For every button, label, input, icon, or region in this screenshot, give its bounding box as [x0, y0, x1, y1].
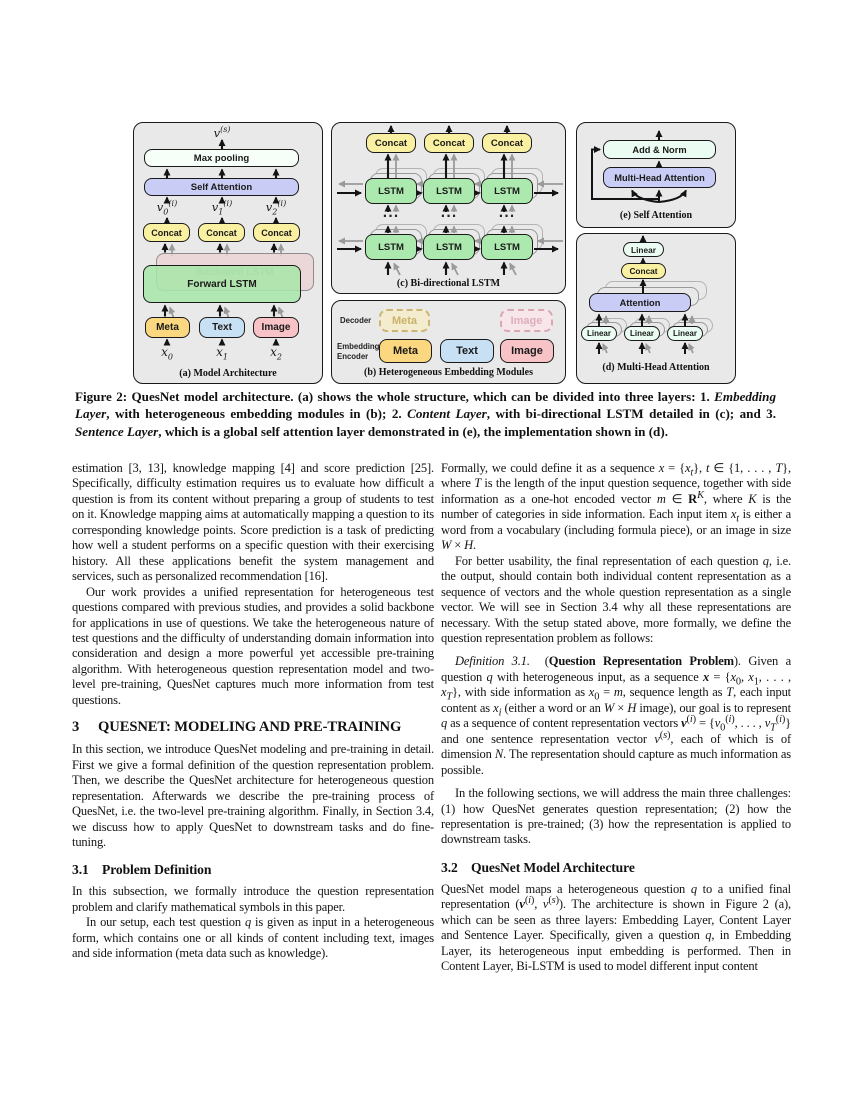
box-concat: Concat — [621, 263, 666, 279]
box-linear: Linear — [624, 326, 660, 341]
box-image-input: Image — [253, 317, 299, 338]
panel-c-caption: (c) Bi-directional LSTM — [396, 278, 501, 289]
subsection-title: Problem Definition — [102, 862, 212, 878]
panel-e-caption: (e) Self Attention — [619, 210, 693, 221]
box-linear: Linear — [623, 242, 664, 257]
paragraph: For better usability, the final representation of each question q, i.e. the output, should contain both individual content representation as a sequence of vectors and the whole question representation as a single vector. We will see in Section 3.4 why all these representations are necessary. With the setup stated above, more formally, we define the question representation problem as follows: — [441, 553, 792, 645]
panel-b-caption: (b) Heterogeneous Embedding Modules — [364, 367, 533, 378]
paragraph: Formally, we could define it as a sequence $x = \{x_t\}$, t ∈ {1, . . . , T}, where T is the length of the input question sequence, together with side information as a one-hot encoded vector m ∈ $R^K$, where K is the number of categories in side information. Each input item $x_t$ is either a word from a vocabulary (including formula piece), or an image in size W × H. — [441, 461, 792, 553]
section-heading-3 — [72, 719, 434, 736]
subsection-heading-3-2 — [441, 860, 791, 876]
box-lstm: LSTM — [481, 178, 533, 204]
panel-model-architecture — [133, 122, 323, 384]
box-concat: Concat — [198, 223, 245, 242]
label-x0: $x_0$ — [161, 345, 173, 362]
box-meta-encoder: Meta — [379, 339, 432, 363]
box-image-decoder: Image — [500, 309, 553, 332]
subsection-number: 3.2 — [441, 859, 458, 875]
section-number: 3 — [72, 719, 80, 736]
label-decoder: Decoder — [340, 316, 372, 325]
box-lstm: LSTM — [423, 178, 475, 204]
label-v1: $v_1^{(i)}$ — [211, 199, 233, 217]
figure-caption: Figure 2: QuesNet model architecture. (a) shows the whole structure, which can be divided into three layers: 1. Embedding Layer, with heterogeneous embedding modules in (b); 2. Content Layer, with bi-directional LSTM detailed in (c); and 3. Sentence Layer, which is a global self attention layer demonstrated in (e), the implementation shown in (d). — [75, 389, 776, 439]
paragraph: In the following sections, we will address the main three challenges: (1) how QuesNet generates question representation; (2) how the representation is pre-trained; (3) how the representation is applied to downstream tasks. — [441, 786, 791, 847]
definition-paragraph: Definition 3.1. (Question Representation Problem). Given a question q with heterogeneous input, as a sequence $x = \{x_0$, $x_1$, . . . , $x_T$}, with side information as $x_0 = m$, sequence length as T, each input content as $x_i$ (either a word or an W × H image), our goal is to represent q as a sequence of content representation vectors $v^{(i)} = \{v_0^{(i)}$, . . . , $v_T^{(i)}$} and one sentence representation vector $v^{(s)}$, each of which is of dimension N. The representation should capture as much information as possible. — [441, 654, 792, 777]
box-meta-input: Meta — [145, 317, 190, 338]
label-x1: $x_1$ — [216, 345, 228, 362]
box-image-encoder: Image — [500, 339, 554, 363]
paragraph: In this section, we introduce QuesNet modeling and pre-training in detail. First we give a formal definition of the question representation problem. Then, we describe the QuesNet architecture for heterogeneous question representation. Afterwards we describe the pre-training process of QuesNet, i.e. the two-level pre-training algorithm. Finally, in Section 3.4, we discuss how to apply QuesNet to downstream tasks and do fine-tuning. — [72, 742, 434, 849]
paragraph: QuesNet model maps a heterogeneous question q to a unified final representation ($v^{(i)}$, $v^{(s)}$). The architecture is shown in Figure 2 (a), which can be seen as three layers: Embedding Layer, Content Layer and Sentence Layer. Specifically, given a question q, in Embedding Layer, its heterogeneous input embedding is performed. Then in Content Layer, Bi-LSTM is used to model different input content — [441, 881, 791, 974]
label-v0: $v_0^{(i)}$ — [156, 199, 178, 217]
subsection-heading-3-1 — [72, 862, 434, 878]
box-lstm: LSTM — [365, 178, 417, 204]
box-forward-lstm: Forward LSTM — [143, 265, 301, 303]
panel-a-caption: (a) Model Architecture — [179, 368, 277, 379]
right-column — [441, 461, 791, 975]
ellipsis: ··· — [382, 209, 400, 223]
subsection-title: QuesNet Model Architecture — [471, 859, 635, 875]
box-concat: Concat — [482, 133, 532, 153]
paragraph: estimation [3, 13], knowledge mapping [4] and score prediction [25]. Specifically, difficulty estimation requires us to evaluate how difficult a question is from its content without preparing a group of students to test on it. Knowledge mapping aims at automatically mapping a question to its corresponding knowledge points. Score prediction is a task of predicting how well a student performs on a specific question with their exercising history. All these applications benefit the system management and services, such as personalized recommendation [16]. — [72, 461, 434, 584]
box-text-encoder: Text — [440, 339, 494, 363]
box-add-norm: Add & Norm — [603, 140, 716, 159]
box-linear: Linear — [581, 326, 617, 341]
panel-d-caption: (d) Multi-Head Attention — [602, 362, 710, 373]
paragraph: Our work provides a unified representation for heterogeneous test questions compared with previous studies, and provides a solid backbone for applications in use of questions. We take the heterogeneous nature of test questions and the difficulty of understanding domain information into consideration and design a more powerful yet accessible pre-training algorithm. With heterogeneous question representation model and two-level pre-training, QuesNet captures much more information from test questions. — [72, 584, 434, 707]
box-concat: Concat — [424, 133, 474, 153]
panel-multi-head-attention — [576, 233, 736, 384]
box-multi-head-attention: Multi-Head Attention — [603, 167, 716, 188]
panel-self-attention — [576, 122, 736, 228]
box-lstm: LSTM — [365, 234, 417, 260]
label-v-sentence: $v^{(s)}$ — [213, 125, 231, 140]
subsection-number: 3.1 — [72, 862, 89, 878]
left-column — [72, 461, 434, 962]
paragraph: In this subsection, we formally introduce the question representation problem and clarify mathematical symbols in this paper. — [72, 884, 434, 914]
box-concat: Concat — [253, 223, 300, 242]
ellipsis: ··· — [440, 209, 458, 223]
box-meta-decoder: Meta — [379, 309, 430, 332]
label-encoder-line2: Encoder — [337, 351, 369, 361]
label-x2: $x_2$ — [270, 345, 282, 362]
box-lstm: LSTM — [481, 234, 533, 260]
box-linear: Linear — [667, 326, 703, 341]
box-attention: Attention — [589, 293, 691, 312]
box-lstm: LSTM — [423, 234, 475, 260]
ellipsis: ··· — [498, 209, 516, 223]
box-concat: Concat — [143, 223, 190, 242]
panel-embedding-modules — [331, 300, 566, 384]
label-embedding-line1: Embedding — [337, 342, 380, 351]
panel-bidirectional-lstm — [331, 122, 566, 294]
label-embedding-encoder — [337, 342, 379, 361]
paragraph: In our setup, each test question q is given as input in a heterogeneous form, which contains one or all kinds of content including text, images and side information (meta data such as knowledge). — [72, 915, 435, 961]
box-max-pooling: Max pooling — [144, 149, 299, 167]
box-self-attention: Self Attention — [144, 178, 299, 196]
section-title: QUESNET: MODELING AND PRE-TRAINING — [98, 719, 402, 736]
box-text-input: Text — [199, 317, 245, 338]
label-v2: $v_2^{(i)}$ — [265, 199, 287, 217]
box-concat: Concat — [366, 133, 416, 153]
